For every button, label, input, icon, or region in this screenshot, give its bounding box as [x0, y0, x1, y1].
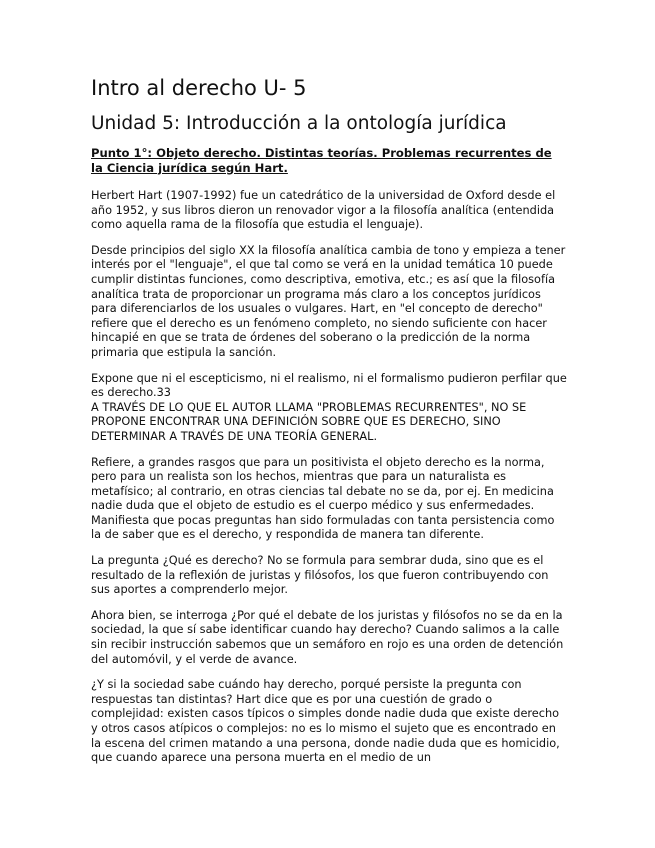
paragraph-analytic-philosophy: Desde principios del siglo XX la filosofía analítica cambia de tono y empieza a tener interés por el "lenguaje", el que tal como se verá en la unidad temática 10 puede cumplir distintas funciones, como descriptiva, emotiva, etc.; es así que la filosofía analítica trata de proporcionar un programa más claro a los conceptos jurídicos para diferenciarlos de los usuales o vulgares. Hart, en "el concepto de derecho" refiere que el derecho es un fenómeno completo, no siendo suficiente con hacer hincapié en que se trata de órdenes del soberano o la predicción de la norma primaria que estipula la sanción.: [91, 243, 566, 359]
paragraph-degree-complexity: ¿Y si la sociedad sabe cuándo hay derecho, porqué persiste la pregunta con respuestas tan distintas? Hart dice que es por una cuestión de grado o complejidad: existen casos típicos o simples donde nadie duda que existe derecho y otros casos atípicos o complejos: no es lo mismo el sujeto que es encontrado en la escena del crimen matando a una persona, donde nadie duda que es homicidio, que cuando aparece una persona muerta en el medio de un: [91, 678, 560, 765]
paragraph-object-of-law: Refiere, a grandes rasgos que para un positivista el objeto derecho es la norma, pero para un realista son los hechos, mientras que para un naturalista es metafísico; al contrario, en otras ciencias tal debate no se da, por ej. En medicina nadie duda que el objeto de estudio es el cuerpo médico y sus enfermedades. Manifiesta que pocas preguntas han sido formuladas con tanta persistencia como la de saber que es el derecho, y respondida de manera tan diferente.: [91, 455, 555, 542]
document-title: Intro al derecho U- 5: [91, 76, 307, 100]
paragraph-what-is-law: La pregunta ¿Qué es derecho? No se formula para sembrar duda, sino que es el resultado de la reflexión de juristas y filósofos, los que fueron contribuyendo con sus aportes a comprenderlo mejor.: [91, 554, 549, 597]
point-title: Punto 1°: Objeto derecho. Distintas teorías. Problemas recurrentes de la Ciencia jurídica según Hart.: [91, 146, 552, 175]
paragraph-recurrent-problems: Expone que ni el escepticismo, ni el realismo, ni el formalismo pudieron perfilar que es derecho.33 A TRAVÉS DE LO QUE EL AUTOR LLAMA "PROBLEMAS RECURRENTES", NO SE PROPONE ENCONTRAR UNA DEFINICIÓN SOBRE QUE ES DERECHO, SINO DETERMINAR A TRAVÉS DE UNA TEORÍA GENERAL.: [91, 371, 567, 443]
paragraph-society-debate: Ahora bien, se interroga ¿Por qué el debate de los juristas y filósofos no se da en la sociedad, la que sí sabe identificar cuando hay derecho? Cuando salimos a la calle sin recibir instrucción sabemos que un semáforo en rojo es una orden de detención del automóvil, y el verde de avance.: [91, 608, 564, 666]
document-page: [91, 74, 567, 766]
paragraph-hart-bio: Herbert Hart (1907-1992) fue un catedrático de la universidad de Oxford desde el año 1952, y sus libros dieron un renovador vigor a la filosofía analítica (entendida como aquella rama de la filosofía que estudia el lenguaje).: [91, 189, 556, 232]
unit-title: Unidad 5: Introducción a la ontología jurídica: [91, 113, 507, 134]
